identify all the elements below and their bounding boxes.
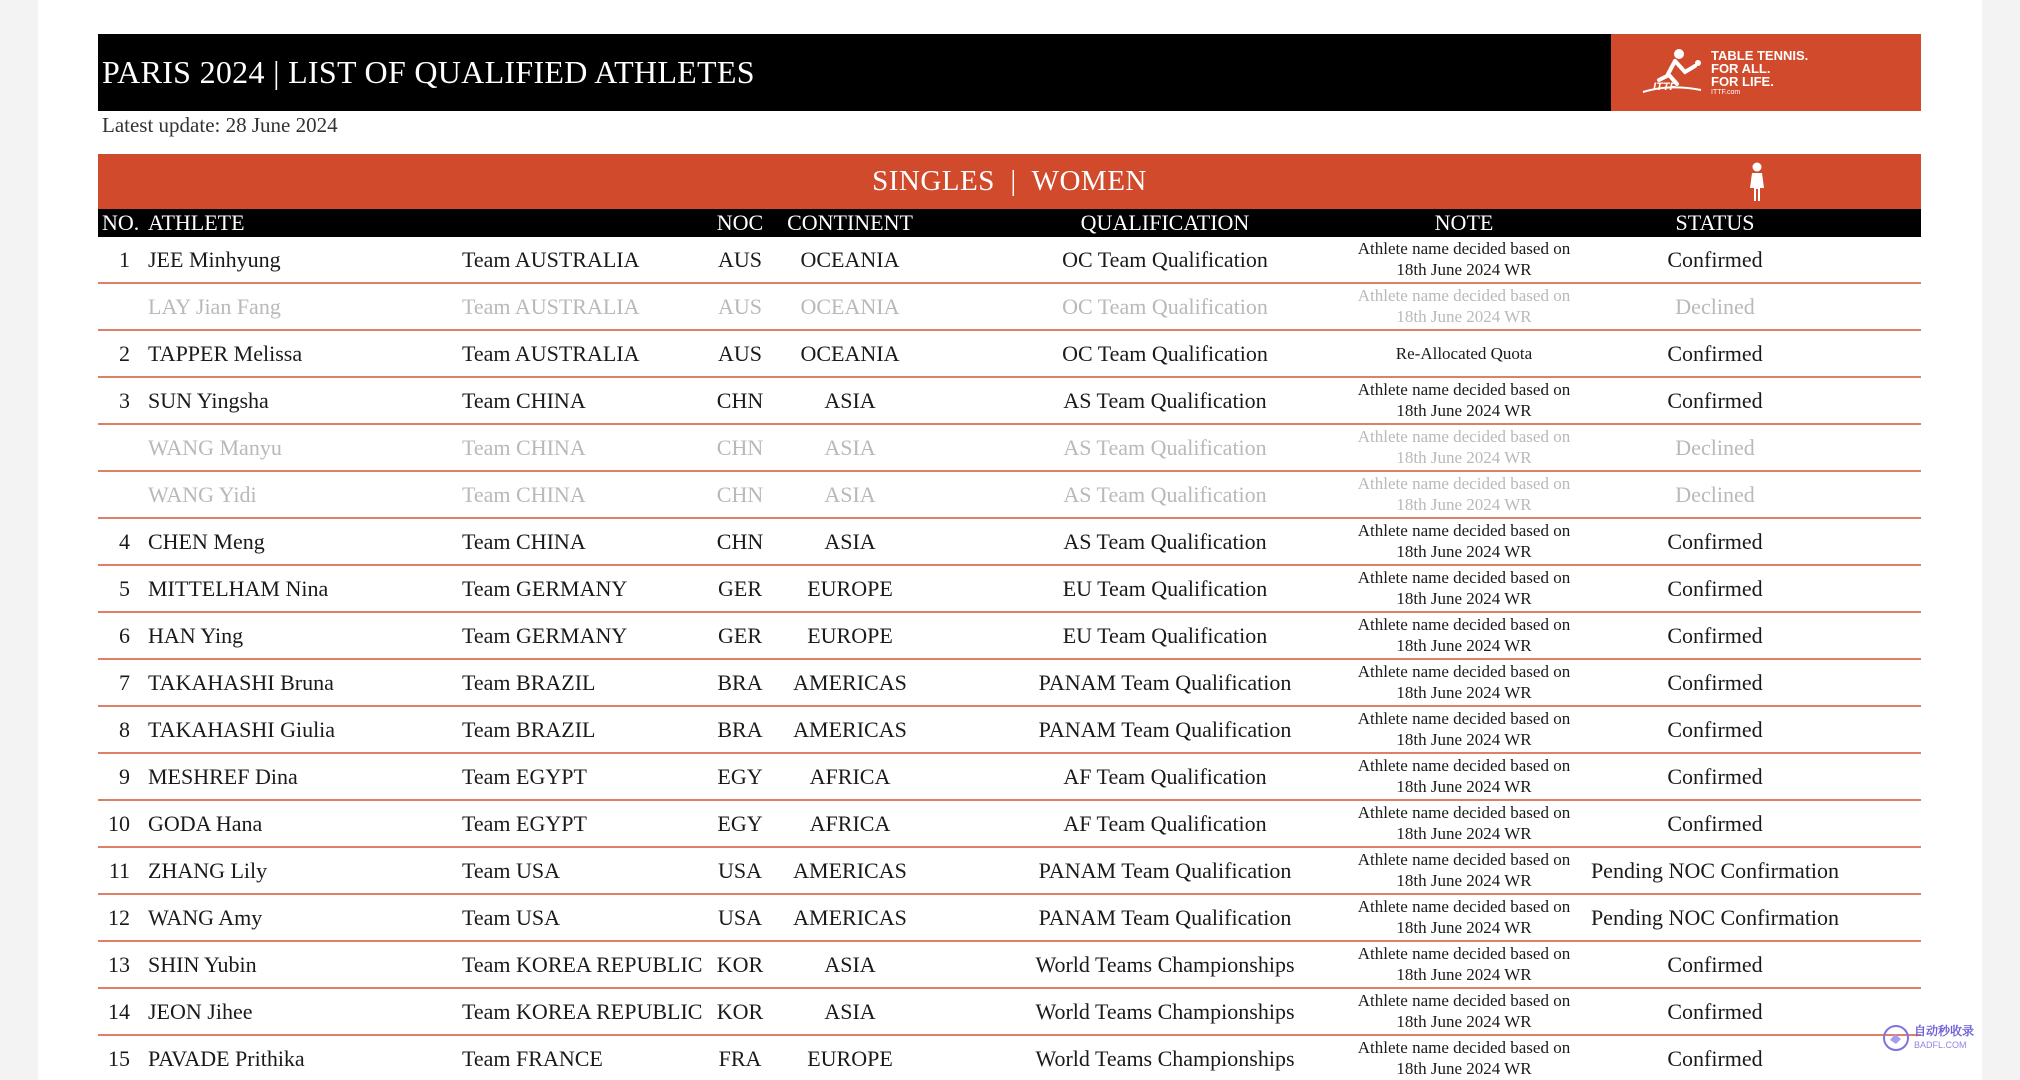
- table-row: [98, 801, 1921, 848]
- status: Confirmed: [1667, 623, 1763, 648]
- note-line-1: Athlete name decided based on: [1357, 850, 1571, 869]
- note-line-1: Athlete name decided based on: [1357, 615, 1571, 634]
- continent: ASIA: [824, 388, 876, 413]
- note: [1314, 613, 1614, 658]
- team-name: Team AUSTRALIA: [462, 247, 640, 272]
- note: [1314, 284, 1614, 329]
- note: [1314, 237, 1614, 282]
- team-name: Team CHINA: [462, 529, 586, 554]
- noc-code: AUS: [717, 341, 762, 366]
- team-name: Team EGYPT: [462, 811, 587, 836]
- continent: OCEANIA: [800, 294, 900, 319]
- continent: ASIA: [824, 952, 876, 977]
- continent: ASIA: [824, 999, 876, 1024]
- qualification: AS Team Qualification: [1063, 388, 1267, 413]
- table-row: [98, 1036, 1921, 1080]
- note: [1314, 566, 1614, 611]
- table-row: [98, 754, 1921, 801]
- athlete-name: WANG Yidi: [148, 482, 257, 507]
- note-line-1: Athlete name decided based on: [1357, 944, 1571, 963]
- col-header-continent: CONTINENT: [787, 210, 913, 235]
- table-row: [98, 425, 1921, 472]
- logo-url: ITTF.com: [1711, 89, 1741, 96]
- table-row: [98, 895, 1921, 942]
- continent: AMERICAS: [793, 858, 907, 883]
- svg-text:ITTF: ITTF: [1653, 81, 1677, 93]
- continent: AFRICA: [809, 764, 891, 789]
- note-line-2: 18th June 2024 WR: [1396, 871, 1532, 890]
- col-header-no: NO.: [102, 210, 140, 235]
- row-number: 1: [119, 247, 130, 272]
- ittf-logo: [1611, 34, 1921, 111]
- noc-code: KOR: [716, 952, 764, 977]
- col-header-qualification: QUALIFICATION: [1080, 210, 1250, 235]
- note-line-1: Athlete name decided based on: [1357, 756, 1571, 775]
- note-line-1: Athlete name decided based on: [1357, 239, 1571, 258]
- note-line-1: Athlete name decided based on: [1357, 897, 1571, 916]
- row-number: 4: [119, 529, 130, 554]
- watermark-line-2: BADFL.COM: [1914, 1040, 1967, 1050]
- table-row: [98, 566, 1921, 613]
- note-line-2: 18th June 2024 WR: [1396, 965, 1532, 984]
- status: Confirmed: [1667, 717, 1763, 742]
- note-line-1: Athlete name decided based on: [1357, 991, 1571, 1010]
- team-name: Team GERMANY: [462, 576, 628, 601]
- row-number: 12: [108, 905, 130, 930]
- row-number: 13: [108, 952, 130, 977]
- table-tennis-player-icon: [1639, 46, 1705, 98]
- col-header-status: STATUS: [1675, 210, 1755, 235]
- col-header-note: NOTE: [1434, 210, 1494, 235]
- table-row: [98, 613, 1921, 660]
- status: Confirmed: [1667, 811, 1763, 836]
- qualification: PANAM Team Qualification: [1038, 858, 1292, 883]
- continent: OCEANIA: [800, 341, 900, 366]
- note-line-1: Athlete name decided based on: [1357, 709, 1571, 728]
- team-name: Team GERMANY: [462, 623, 628, 648]
- note-line-1: Athlete name decided based on: [1357, 380, 1571, 399]
- note: [1314, 989, 1614, 1034]
- row-number: 2: [119, 341, 130, 366]
- continent: EUROPE: [807, 1046, 893, 1071]
- table-row: [98, 707, 1921, 754]
- section-header: [98, 154, 1921, 209]
- noc-code: FRA: [718, 1046, 762, 1071]
- athlete-name: TAPPER Melissa: [148, 341, 303, 366]
- qualification: PANAM Team Qualification: [1038, 717, 1292, 742]
- status: Confirmed: [1667, 576, 1763, 601]
- athlete-name: ZHANG Lily: [148, 858, 268, 883]
- qualification: PANAM Team Qualification: [1038, 670, 1292, 695]
- qualification: OC Team Qualification: [1062, 294, 1268, 319]
- noc-code: USA: [717, 905, 762, 930]
- title-banner: [98, 34, 1921, 111]
- latest-update: Latest update: 28 June 2024: [102, 113, 338, 137]
- row-number: 9: [119, 764, 130, 789]
- team-name: Team AUSTRALIA: [462, 341, 640, 366]
- noc-code: EGY: [717, 764, 763, 789]
- athlete-name: SHIN Yubin: [148, 952, 257, 977]
- noc-code: GER: [718, 576, 762, 601]
- note-line-1: Athlete name decided based on: [1357, 1038, 1571, 1057]
- team-name: Team USA: [462, 858, 561, 883]
- athlete-name: HAN Ying: [148, 623, 244, 648]
- note-line-2: 18th June 2024 WR: [1396, 589, 1532, 608]
- note-line-2: 18th June 2024 WR: [1396, 730, 1532, 749]
- note-line-1: Athlete name decided based on: [1357, 521, 1571, 540]
- table-row: [98, 942, 1921, 989]
- status: Declined: [1675, 482, 1755, 507]
- athlete-table: [98, 237, 1921, 1080]
- note-line-2: 18th June 2024 WR: [1396, 260, 1532, 279]
- document-page: [38, 0, 1982, 1080]
- noc-code: BRA: [717, 670, 763, 695]
- athlete-name: JEE Minhyung: [148, 247, 281, 272]
- athlete-name: SUN Yingsha: [148, 388, 269, 413]
- qualification: OC Team Qualification: [1062, 341, 1268, 366]
- status: Confirmed: [1667, 670, 1763, 695]
- logo-text: [1711, 49, 1808, 97]
- note: [1314, 754, 1614, 799]
- note: [1314, 660, 1614, 705]
- row-number: [98, 284, 130, 329]
- row-number: [98, 472, 130, 517]
- watermark-line-1: 自动秒收录: [1914, 1024, 1975, 1038]
- status: Confirmed: [1667, 341, 1763, 366]
- site-watermark: [1882, 1018, 2002, 1058]
- team-name: Team BRAZIL: [462, 717, 596, 742]
- noc-code: GER: [718, 623, 762, 648]
- note-line-2: 18th June 2024 WR: [1396, 1012, 1532, 1031]
- qualification: AF Team Qualification: [1063, 811, 1267, 836]
- continent: EUROPE: [807, 576, 893, 601]
- team-name: Team FRANCE: [462, 1046, 603, 1071]
- table-row: [98, 331, 1921, 378]
- note-line-2: 18th June 2024 WR: [1396, 307, 1532, 326]
- table-row: [98, 378, 1921, 425]
- qualification: AS Team Qualification: [1063, 435, 1267, 460]
- noc-code: AUS: [717, 294, 762, 319]
- note: [1314, 425, 1614, 470]
- note-line-1: Athlete name decided based on: [1357, 427, 1571, 446]
- table-row: [98, 237, 1921, 284]
- athlete-name: GODA Hana: [148, 811, 263, 836]
- status: Confirmed: [1667, 1046, 1763, 1071]
- continent: ASIA: [824, 482, 876, 507]
- table-row: [98, 519, 1921, 566]
- qualification: World Teams Championships: [1035, 1046, 1295, 1071]
- row-number: 8: [119, 717, 130, 742]
- team-name: Team AUSTRALIA: [462, 294, 640, 319]
- woman-icon: [1747, 162, 1767, 202]
- qualification: PANAM Team Qualification: [1038, 905, 1292, 930]
- status: Confirmed: [1667, 247, 1763, 272]
- note-line-2: 18th June 2024 WR: [1396, 448, 1532, 467]
- athlete-name: WANG Manyu: [148, 435, 282, 460]
- noc-code: CHN: [716, 482, 764, 507]
- athlete-name: TAKAHASHI Bruna: [148, 670, 334, 695]
- team-name: Team USA: [462, 905, 561, 930]
- athlete-name: LAY Jian Fang: [148, 294, 281, 319]
- status: Confirmed: [1667, 764, 1763, 789]
- note: [1314, 472, 1614, 517]
- note: [1314, 378, 1614, 423]
- note-line-2: 18th June 2024 WR: [1396, 683, 1532, 702]
- note: [1314, 707, 1614, 752]
- team-name: Team EGYPT: [462, 764, 587, 789]
- logo-line-2: FOR ALL.: [1711, 61, 1771, 76]
- status: Declined: [1675, 294, 1755, 319]
- team-name: Team KOREA REPUBLIC: [462, 999, 703, 1024]
- table-row: [98, 660, 1921, 707]
- note: [1314, 1036, 1614, 1080]
- note-line-2: 18th June 2024 WR: [1396, 824, 1532, 843]
- noc-code: CHN: [716, 529, 764, 554]
- status: Confirmed: [1667, 952, 1763, 977]
- continent: EUROPE: [807, 623, 893, 648]
- note-line-1: Athlete name decided based on: [1357, 662, 1571, 681]
- team-name: Team KOREA REPUBLIC: [462, 952, 703, 977]
- continent: ASIA: [824, 435, 876, 460]
- logo-line-1: TABLE TENNIS.: [1711, 48, 1809, 63]
- noc-code: BRA: [717, 717, 763, 742]
- noc-code: AUS: [717, 247, 762, 272]
- note-line-2: 18th June 2024 WR: [1396, 918, 1532, 937]
- note-line-1: Athlete name decided based on: [1357, 474, 1571, 493]
- note-line-2: 18th June 2024 WR: [1396, 401, 1532, 420]
- note-line-1: Athlete name decided based on: [1357, 803, 1571, 822]
- table-row: [98, 284, 1921, 331]
- row-number: 6: [119, 623, 130, 648]
- qualification: AS Team Qualification: [1063, 529, 1267, 554]
- logo-line-3: FOR LIFE.: [1711, 74, 1774, 89]
- status: Declined: [1675, 435, 1755, 460]
- row-number: [98, 425, 130, 470]
- noc-code: EGY: [717, 811, 763, 836]
- status: Confirmed: [1667, 999, 1763, 1024]
- qualification: EU Team Qualification: [1062, 576, 1268, 601]
- row-number: 7: [119, 670, 130, 695]
- section-title: SINGLES | WOMEN: [872, 165, 1147, 197]
- column-headers: [98, 209, 1921, 237]
- note-line-2: 18th June 2024 WR: [1396, 495, 1532, 514]
- note-line-2: 18th June 2024 WR: [1396, 1059, 1532, 1078]
- qualification: AF Team Qualification: [1063, 764, 1267, 789]
- watermark-logo-icon: [1882, 1024, 1910, 1052]
- watermark-text: [1914, 1024, 1974, 1052]
- row-number: 10: [108, 811, 130, 836]
- noc-code: USA: [717, 858, 762, 883]
- continent: AMERICAS: [793, 717, 907, 742]
- note-line-1: Re-Allocated Quota: [1395, 344, 1533, 363]
- noc-code: CHN: [716, 388, 764, 413]
- athlete-name: WANG Amy: [148, 905, 263, 930]
- qualification: World Teams Championships: [1035, 999, 1295, 1024]
- status: Confirmed: [1667, 529, 1763, 554]
- team-name: Team CHINA: [462, 435, 586, 460]
- athlete-name: CHEN Meng: [148, 529, 265, 554]
- continent: AMERICAS: [793, 905, 907, 930]
- page-title: PARIS 2024 | LIST OF QUALIFIED ATHLETES: [102, 54, 755, 90]
- athlete-name: TAKAHASHI Giulia: [148, 717, 336, 742]
- continent: ASIA: [824, 529, 876, 554]
- table-row: [98, 989, 1921, 1036]
- table-row: [98, 472, 1921, 519]
- status: Pending NOC Confirmation: [1590, 905, 1840, 930]
- col-header-noc: NOC: [716, 210, 764, 235]
- row-number: 15: [108, 1046, 130, 1071]
- row-number: 3: [119, 388, 130, 413]
- note: [1314, 801, 1614, 846]
- qualification: AS Team Qualification: [1063, 482, 1267, 507]
- noc-code: CHN: [716, 435, 764, 460]
- team-name: Team CHINA: [462, 482, 586, 507]
- continent: AMERICAS: [793, 670, 907, 695]
- status: Confirmed: [1667, 388, 1763, 413]
- team-name: Team BRAZIL: [462, 670, 596, 695]
- status: Pending NOC Confirmation: [1590, 858, 1840, 883]
- athlete-name: JEON Jihee: [148, 999, 253, 1024]
- note-line-1: Athlete name decided based on: [1357, 568, 1571, 587]
- note-line-1: Athlete name decided based on: [1357, 286, 1571, 305]
- continent: AFRICA: [809, 811, 891, 836]
- note: [1314, 331, 1614, 376]
- col-header-athlete: ATHLETE: [148, 210, 245, 235]
- qualification: OC Team Qualification: [1062, 247, 1268, 272]
- row-number: 5: [119, 576, 130, 601]
- continent: OCEANIA: [800, 247, 900, 272]
- row-number: 14: [108, 999, 130, 1024]
- note-line-2: 18th June 2024 WR: [1396, 777, 1532, 796]
- qualification: World Teams Championships: [1035, 952, 1295, 977]
- note-line-2: 18th June 2024 WR: [1396, 542, 1532, 561]
- note: [1314, 848, 1614, 893]
- athlete-name: MITTELHAM Nina: [148, 576, 329, 601]
- note: [1314, 895, 1614, 940]
- team-name: Team CHINA: [462, 388, 586, 413]
- note-line-2: 18th June 2024 WR: [1396, 636, 1532, 655]
- table-row: [98, 848, 1921, 895]
- noc-code: KOR: [716, 999, 764, 1024]
- athlete-name: PAVADE Prithika: [148, 1046, 305, 1071]
- row-number: 11: [108, 858, 130, 883]
- athlete-name: MESHREF Dina: [148, 764, 298, 789]
- note: [1314, 942, 1614, 987]
- note: [1314, 519, 1614, 564]
- qualification: EU Team Qualification: [1062, 623, 1268, 648]
